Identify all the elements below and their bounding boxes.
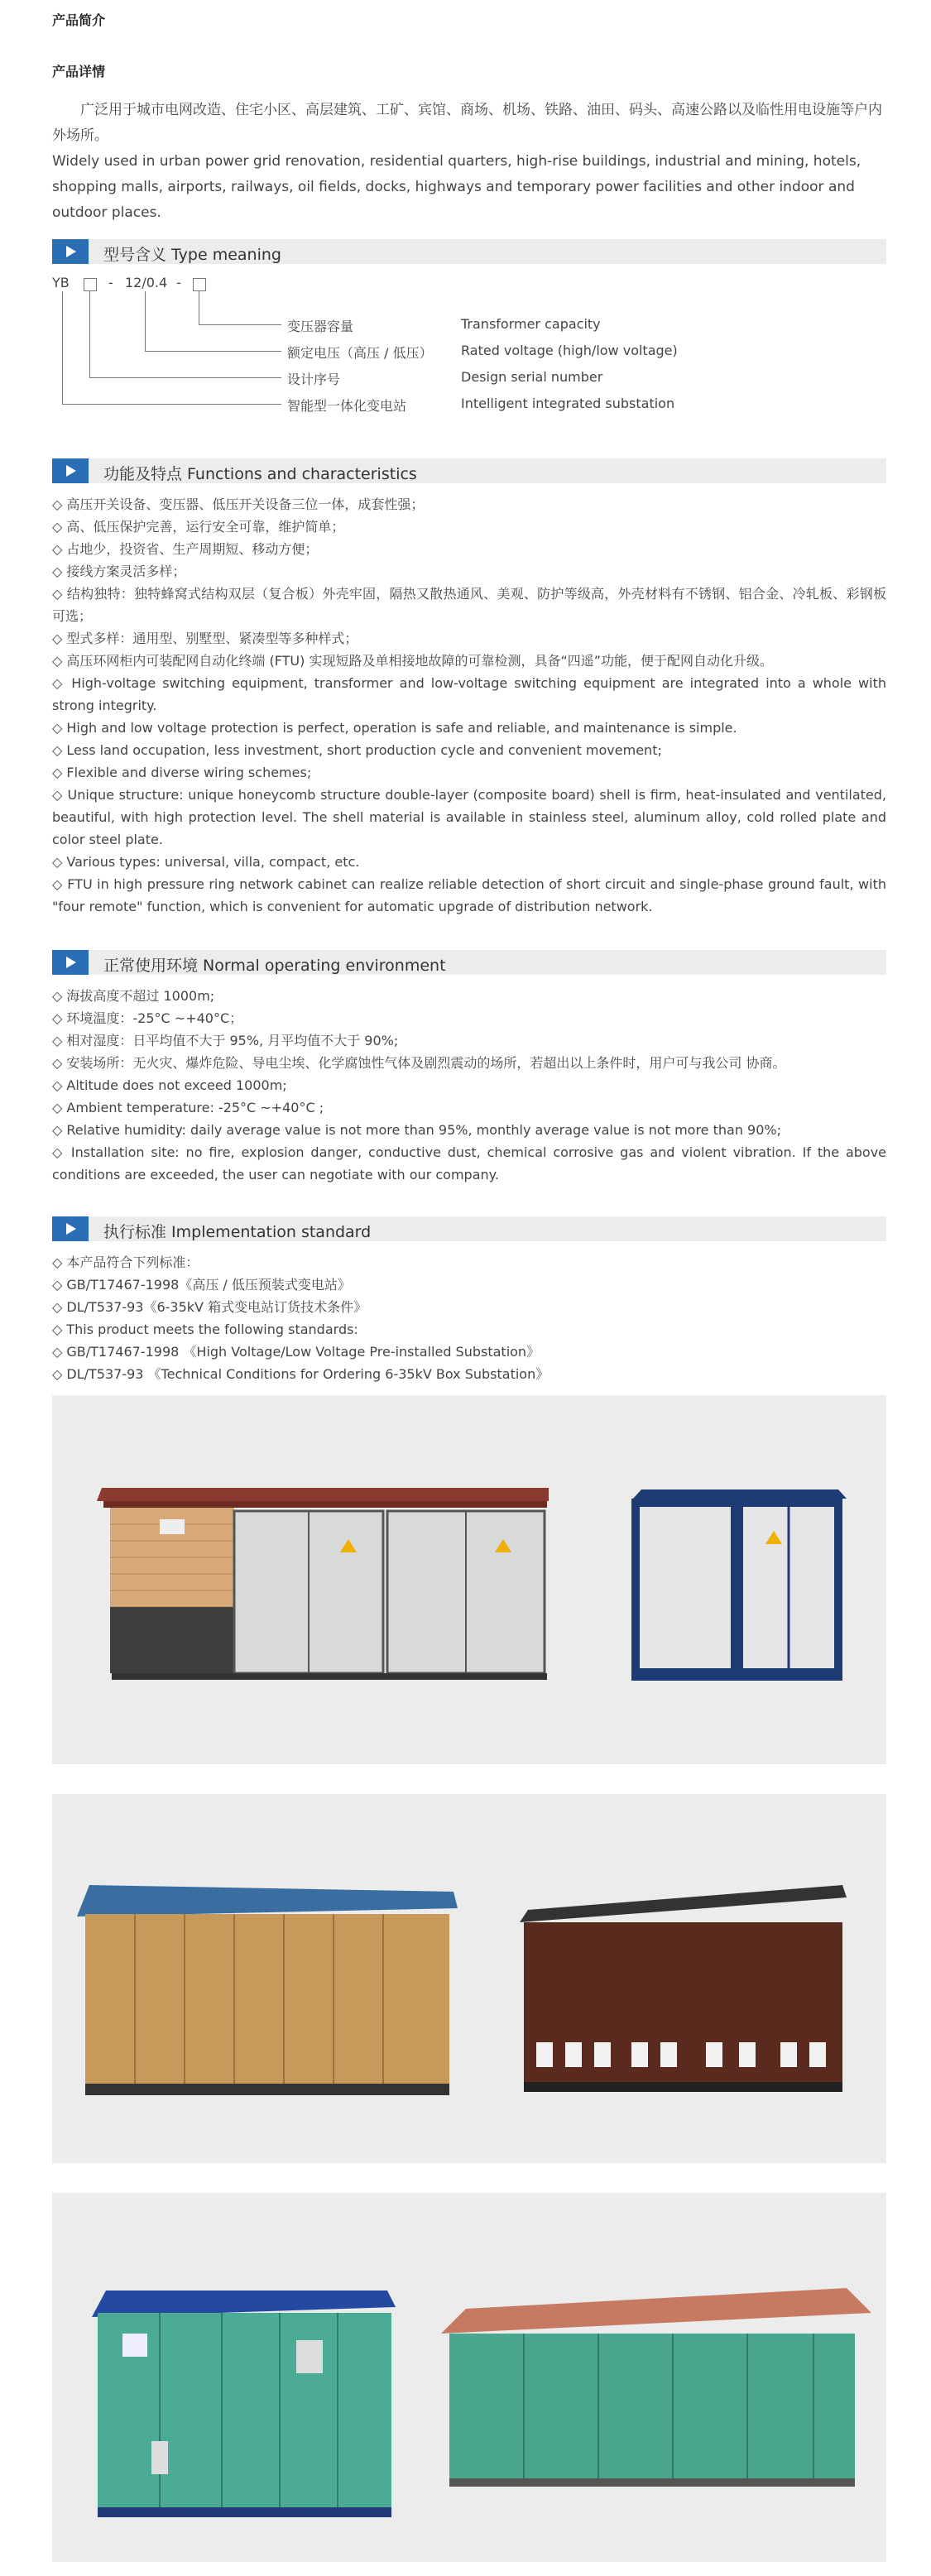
connector-line [145,291,146,351]
functions-list [52,493,886,918]
model-row-en: Rated voltage (high/low voltage) [461,343,678,358]
intro-cn: 广泛用于城市电网改造、住宅小区、高层建筑、工矿、宾馆、商场、机场、铁路、油田、码头、高速公路以及临性用电设施等户内外场所。 [52,102,882,144]
model-row-en: Transformer capacity [461,316,601,332]
list-item: ◇ 占地少，投资省、生产周期短、移动方便； [52,541,319,557]
substation-photo-wood [52,1794,886,2163]
list-item: ◇ GB/T17467-1998《高压 / 低压预装式变电站》 [52,1277,351,1293]
environment-list [52,985,886,1186]
list-item: ◇ Installation site: no fire, explosion danger, conductive dust, chemical corrosive gas and violent vibration. If the above conditions are exceeded, the user can negotiate with our company. [52,1144,886,1182]
list-item: ◇ Unique structure: unique honeycomb structure double-layer (composite board) shell is firm, heat-insulated and ventilated, beautiful, with high protection level. The shell material is available in stainless steel, aluminum alloy, cold rolled plate and color steel plate. [52,787,886,847]
list-item: ◇ 海拔高度不超过 1000m; [52,988,215,1004]
intro-text [52,98,886,226]
product-detail-heading: 产品详情 [52,64,106,79]
list-item: ◇ 安装场所：无火灾、爆炸危险、导电尘埃、化学腐蚀性气体及剧烈震动的场所，若超出以上条件时，用户可与我公司 协商。 [52,1055,786,1071]
list-item: ◇ 结构独特：独特蜂窝式结构双层（复合板）外壳牢固，隔热又散热通风、美观、防护等级高，外壳材料有不锈钢、铝合金、冷轧板、彩钢板可选； [52,586,886,624]
connector-line [89,291,90,377]
play-arrow-icon [52,458,89,483]
connector-line [145,351,281,352]
play-arrow-icon [52,239,89,264]
section-header-standard [52,1216,886,1241]
list-item: ◇ 高压环网柜内可装配网自动化终端 (FTU) 实现短路及单相接地故障的可靠检测，具备“四遥”功能，便于配网自动化升级。 [52,653,774,669]
model-prefix: YB [52,275,70,290]
list-item: ◇ Altitude does not exceed 1000m; [52,1077,287,1093]
model-diagram [52,273,886,422]
list-item: ◇ This product meets the following standards: [52,1322,358,1337]
section-title: 功能及特点 Functions and characteristics [103,465,417,483]
product-photo-panel [52,1794,886,2163]
list-item: ◇ 环境温度：-25°C ~+40°C； [52,1010,243,1026]
list-item: ◇ Various types: universal, villa, compact, etc. [52,854,360,870]
list-item: ◇ Less land occupation, less investment, short production cycle and convenient movement; [52,742,662,758]
list-item: ◇ FTU in high pressure ring network cabinet can realize reliable detection of short circuit and single-phase ground fault, with "four remote" function, which is convenient for automatic upgrade of distribution network. [52,876,886,914]
model-voltage: 12/0.4 [125,275,168,290]
list-item: ◇ High and low voltage protection is perfect, operation is safe and reliable, and maintenance is simple. [52,720,737,736]
list-item: ◇ DL/T537-93 《Technical Conditions for Ordering 6-35kV Box Substation》 [52,1366,549,1382]
list-item: ◇ 本产品符合下列标准： [52,1254,199,1270]
model-dash: - [108,275,113,290]
list-item: ◇ 型式多样：通用型、别墅型、紧凑型等多种样式； [52,631,358,646]
model-row-cn: 智能型一体化变电站 [287,398,407,414]
section-header-environment [52,950,886,975]
intro-en: Widely used in urban power grid renovation, residential quarters, high-rise buildings, industrial and mining, hotels, shopping malls, airports, railways, oil fields, docks, highways and temporary power facilities and other indoor and outdoor places. [52,153,861,221]
section-title: 正常使用环境 Normal operating environment [103,957,446,975]
section-header-type [52,239,886,264]
model-box-capacity [193,278,206,291]
product-intro-heading: 产品简介 [52,12,106,28]
section-title: 型号含义 Type meaning [103,246,281,264]
product-photo-panel [52,2193,886,2562]
play-arrow-icon [52,1216,89,1241]
connector-line [62,404,281,405]
model-row-cn: 额定电压（高压 / 低压） [287,345,433,361]
list-item: ◇ 高、低压保护完善，运行安全可靠，维护简单； [52,519,345,535]
connector-line [62,291,63,404]
substation-photo-green [52,2193,886,2562]
model-row-cn: 设计序号 [287,372,341,387]
model-dash: - [176,275,181,290]
list-item: ◇ Flexible and diverse wiring schemes; [52,765,312,780]
list-item: ◇ Relative humidity: daily average value is not more than 95%, monthly average value is not more than 90%; [52,1122,782,1138]
list-item: ◇ 接线方案灵活多样； [52,564,186,579]
standard-list [52,1251,886,1385]
model-row-en: Design serial number [461,369,603,385]
section-header-functions [52,458,886,483]
list-item: ◇ DL/T537-93《6-35kV 箱式变电站订货技术条件》 [52,1299,367,1315]
connector-line [89,377,281,378]
model-row-cn: 变压器容量 [287,319,354,334]
list-item: ◇ High-voltage switching equipment, transformer and low-voltage switching equipment are integrated into a whole with strong integrity. [52,675,886,713]
connector-line [199,324,281,325]
list-item: ◇ 相对湿度：日平均值不大于 95%, 月平均值不大于 90%; [52,1033,399,1048]
list-item: ◇ Ambient temperature: -25°C ~+40°C ; [52,1100,324,1115]
model-box-serial [84,278,97,291]
section-title: 执行标准 Implementation standard [103,1223,372,1241]
list-item: ◇ GB/T17467-1998 《High Voltage/Low Voltage Pre-installed Substation》 [52,1344,540,1360]
substation-photo-brick [52,1395,886,1764]
list-item: ◇ 高压开关设备、变压器、低压开关设备三位一体，成套性强； [52,496,425,512]
play-arrow-icon [52,950,89,975]
product-photo-panel [52,1395,886,1764]
model-row-en: Intelligent integrated substation [461,396,675,411]
